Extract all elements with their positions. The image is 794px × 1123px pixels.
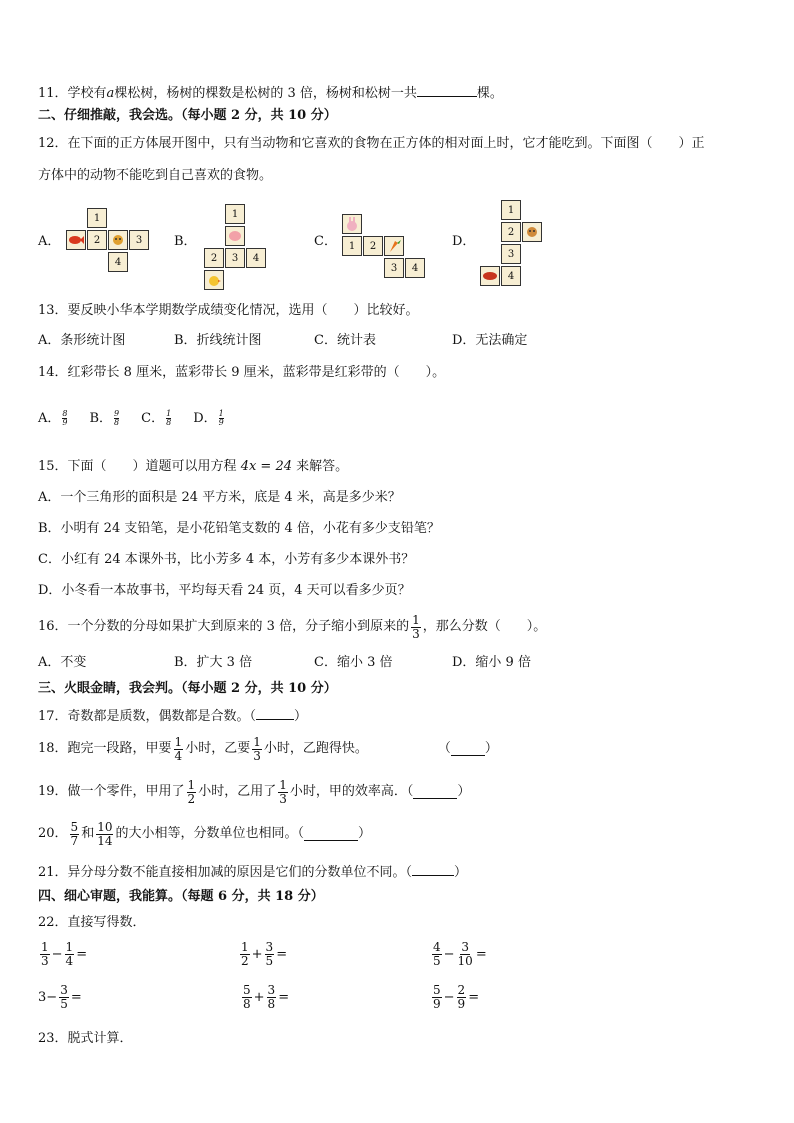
net-c-cell-3: 3 — [384, 258, 404, 278]
q14-option-a-label[interactable]: A． — [38, 410, 61, 426]
frac-den: 10 — [457, 954, 473, 968]
frac-num: 1 — [187, 777, 196, 792]
calc-4[interactable] — [38, 984, 82, 1011]
frac-den: 14 — [97, 833, 113, 848]
frac-num: 4 — [433, 940, 441, 954]
q16-stem — [38, 612, 546, 642]
frac-num: 1 — [41, 940, 49, 954]
frac-num: 3 — [267, 983, 276, 997]
q11-variable: a — [106, 86, 115, 101]
q22-title: 22．直接写得数． — [38, 915, 146, 930]
net-a-cell-4: 4 — [108, 252, 128, 272]
q11-text-tail: 棵。 — [476, 86, 503, 101]
frac-den: 8 — [267, 997, 276, 1011]
net-a-cell-3: 3 — [129, 230, 149, 250]
frac-den: 2 — [241, 954, 249, 968]
whole-number: 3 — [38, 990, 47, 1005]
operator: − — [443, 990, 455, 1005]
q14-option-d-label[interactable]: D． — [193, 410, 217, 426]
operator: − — [443, 947, 455, 962]
q20-close: ） — [358, 826, 372, 841]
q11-line — [38, 84, 503, 102]
q13-option-c[interactable]: C．统计表 — [314, 333, 376, 348]
net-b-cell-2: 2 — [204, 248, 224, 268]
frac-num: 5 — [70, 819, 79, 834]
q17-line — [38, 707, 307, 725]
dog-icon — [522, 222, 542, 242]
peach-icon — [225, 226, 245, 246]
meat-icon — [480, 266, 500, 286]
net-c-cell-4: 4 — [405, 258, 425, 278]
section-4-heading: 四、细心审题，我能算。（每题 6 分，共 18 分） — [38, 889, 324, 904]
q13-option-d[interactable]: D．无法确定 — [452, 333, 528, 348]
q14-option-b-frac[interactable] — [114, 410, 119, 427]
q13-stem: 13．要反映小华本学期数学成绩变化情况，选用（ ）比较好。 — [38, 303, 419, 318]
q14-options — [38, 410, 224, 427]
q16-text-post: ，那么分数（ ）。 — [422, 619, 547, 634]
frac-b — [457, 984, 467, 1011]
operator: + — [253, 990, 265, 1005]
section-3-heading: 三、火眼金睛，我会判。（每小题 2 分，共 10 分） — [38, 681, 337, 696]
q19-text-pre: 19．做一个零件，甲用了 — [38, 784, 185, 799]
q21-answer-blank[interactable] — [412, 863, 454, 876]
frac-den: 4 — [65, 954, 74, 968]
equals-sign: = — [70, 990, 82, 1005]
q12-option-a-label[interactable]: A． — [38, 234, 61, 249]
q17-text: 17．奇数都是质数，偶数都是合数。（ — [38, 709, 257, 724]
q13-option-a[interactable]: A．条形统计图 — [38, 333, 126, 348]
net-d-cell-4: 4 — [501, 266, 521, 286]
frac-b — [65, 941, 75, 968]
q17-close: ） — [294, 709, 308, 724]
rabbit-icon — [342, 214, 362, 234]
carrot-icon — [384, 236, 404, 256]
frac-num: 1 — [218, 409, 224, 418]
q19-fraction-1 — [187, 779, 197, 806]
frac-num: 2 — [457, 983, 466, 997]
frac-den: 9 — [218, 418, 224, 427]
q14-stem: 14．红彩带长 8 厘米，蓝彩带长 9 厘米，蓝彩带是红彩带的（ ）。 — [38, 365, 446, 380]
operator: − — [46, 990, 58, 1005]
q19-fraction-2 — [278, 779, 288, 806]
q18-fraction-2 — [252, 736, 262, 763]
q18-fraction-1 — [174, 736, 184, 763]
calc-6[interactable] — [430, 984, 479, 1011]
q16-option-c[interactable]: C．缩小 3 倍 — [314, 655, 393, 670]
net-a-cell-1: 1 — [87, 208, 107, 228]
q21-text: 21．异分母分数不能直接相加减的原因是它们的分数单位不同。（ — [38, 865, 413, 880]
frac-den: 8 — [243, 997, 251, 1011]
q15-option-a[interactable]: A．一个三角形的面积是 24 平方米，底是 4 米，高是多少米？ — [38, 490, 401, 505]
q18-answer-blank[interactable] — [451, 743, 485, 756]
frac-den: 9 — [433, 997, 441, 1011]
q19-text-mid: 小时，乙用了 — [198, 784, 277, 799]
frac-num: 3 — [60, 983, 68, 997]
q15-option-c[interactable]: C．小红有 24 本课外书，比小芳多 4 本，小芳有多少本课外书？ — [38, 552, 415, 567]
q14-option-c-label[interactable]: C． — [141, 410, 165, 426]
q14-option-d-frac[interactable] — [219, 410, 224, 427]
frac-b — [59, 984, 69, 1011]
q12-option-b-label[interactable]: B． — [174, 234, 197, 249]
frac-a — [432, 984, 442, 1011]
frac-b — [265, 941, 275, 968]
q16-option-b[interactable]: B．扩大 3 倍 — [174, 655, 253, 670]
q18-line — [38, 733, 498, 765]
frac-den: 5 — [433, 954, 441, 968]
frac-den: 2 — [187, 791, 196, 806]
equals-sign: = — [475, 947, 487, 962]
frac-a — [432, 941, 442, 968]
q15-equation: 4x = 24 — [240, 459, 292, 474]
net-b-cell-1: 1 — [225, 204, 245, 224]
net-c-cell-1: 1 — [342, 236, 362, 256]
frac-den: 7 — [70, 833, 79, 848]
q21-close: ） — [454, 865, 468, 880]
q15-stem — [38, 459, 348, 475]
calc-2[interactable] — [238, 941, 287, 968]
q14-option-c-frac[interactable] — [166, 410, 171, 427]
frac-den: 8 — [166, 418, 172, 427]
net-b-cell-3: 3 — [225, 248, 245, 268]
net-d-cell-2: 2 — [501, 222, 521, 242]
equals-sign: = — [276, 947, 288, 962]
fish-icon — [66, 230, 86, 250]
frac-den: 9 — [62, 418, 68, 427]
frac-den: 3 — [412, 626, 420, 641]
frac-num: 3 — [265, 940, 274, 954]
q19-answer-blank[interactable] — [413, 786, 457, 799]
frac-den: 3 — [253, 748, 261, 763]
q12-stem-line1: 12．在下面的正方体展开图中，只有当动物和它喜欢的食物在正方体的相对面上时，它才能吃到。下面图（ ）正 — [38, 136, 705, 151]
q20-fraction-2 — [96, 821, 113, 848]
calc-5[interactable] — [240, 984, 289, 1011]
frac-num: 1 — [174, 734, 183, 749]
operator: − — [51, 947, 63, 962]
q15-option-d[interactable]: D．小冬看一本故事书，平均每天看 24 页，4 天可以看多少页？ — [38, 583, 411, 598]
chick-icon — [204, 270, 224, 290]
q11-text-pre: 11．学校有 — [38, 86, 107, 101]
frac-num: 1 — [412, 612, 420, 627]
cat-icon — [108, 230, 128, 250]
q15-text-pre: 15．下面（ ）道题可以用方程 — [38, 459, 237, 474]
q20-text-pre: 20． — [38, 826, 68, 841]
frac-den: 5 — [265, 954, 274, 968]
q16-option-a[interactable]: A．不变 — [38, 655, 87, 670]
q16-fraction — [411, 614, 421, 641]
calc-3[interactable] — [430, 941, 487, 968]
frac-num: 3 — [461, 940, 469, 954]
frac-b — [457, 941, 474, 968]
q18-text-mid: 小时，乙要 — [185, 741, 251, 756]
q16-option-d[interactable]: D．缩小 9 倍 — [452, 655, 531, 670]
q18-close: ） — [484, 741, 498, 756]
q17-answer-blank[interactable] — [256, 707, 294, 720]
net-d-cell-1: 1 — [501, 200, 521, 220]
net-a-cell-2: 2 — [87, 230, 107, 250]
q14-option-a-frac[interactable] — [62, 410, 67, 427]
frac-num: 9 — [114, 409, 120, 418]
frac-num: 10 — [97, 819, 113, 834]
equals-sign: = — [278, 990, 290, 1005]
q20-fraction-1 — [70, 821, 80, 848]
q20-answer-blank[interactable] — [304, 828, 358, 841]
q19-text-post: 小时，甲的效率高．（ — [289, 784, 414, 799]
q13-option-b[interactable]: B．折线统计图 — [174, 333, 262, 348]
frac-num: 1 — [166, 409, 172, 418]
frac-num: 1 — [279, 777, 287, 792]
frac-den: 9 — [457, 997, 466, 1011]
section-2-heading: 二、仔细推敲，我会选。（每小题 2 分，共 10 分） — [38, 108, 337, 123]
q12-stem-line2: 方体中的动物不能吃到自己喜欢的食物。 — [38, 168, 273, 183]
q21-line — [38, 863, 467, 881]
frac-a — [40, 941, 50, 968]
frac-den: 3 — [279, 791, 287, 806]
q20-text-mid: 和 — [81, 826, 95, 841]
equals-sign: = — [468, 990, 480, 1005]
q19-line — [38, 776, 470, 808]
calc-1[interactable] — [38, 941, 87, 968]
q15-option-b[interactable]: B．小明有 24 支铅笔，是小花铅笔支数的 4 倍，小花有多少支铅笔？ — [38, 521, 440, 536]
q23-title: 23．脱式计算． — [38, 1031, 133, 1046]
frac-den: 5 — [60, 997, 68, 1011]
q18-text-post: 小时，乙跑得快。 — [263, 741, 368, 756]
frac-a — [240, 941, 250, 968]
frac-num: 5 — [433, 983, 441, 997]
q15-text-post: 来解答。 — [296, 459, 349, 474]
q11-text-post: 棵松树，杨树的棵数是松树的 3 倍，杨树和松树一共 — [114, 86, 417, 101]
net-b-cell-4: 4 — [246, 248, 266, 268]
frac-num: 1 — [253, 734, 261, 749]
q11-answer-blank[interactable] — [417, 84, 477, 97]
frac-num: 1 — [65, 940, 74, 954]
equals-sign: = — [76, 947, 88, 962]
net-d-cell-3: 3 — [501, 244, 521, 264]
frac-num: 1 — [241, 940, 249, 954]
frac-b — [267, 984, 277, 1011]
q14-option-b-label[interactable]: B． — [89, 410, 113, 426]
q19-close: ） — [457, 784, 471, 799]
frac-den: 4 — [174, 748, 183, 763]
q12-option-c-label[interactable]: C． — [314, 234, 337, 249]
q12-option-d-label[interactable]: D． — [452, 234, 476, 249]
q20-line — [38, 818, 371, 850]
q20-text-post: 的大小相等，分数单位也相同。（ — [115, 826, 304, 841]
q18-text-pre: 18．跑完一段路，甲要 — [38, 741, 172, 756]
frac-a — [242, 984, 252, 1011]
frac-num: 5 — [243, 983, 251, 997]
frac-den: 8 — [114, 418, 120, 427]
q16-text-pre: 16．一个分数的分母如果扩大到原来的 3 倍，分子缩小到原来的 — [38, 619, 410, 634]
q18-open: （ — [437, 741, 451, 756]
frac-num: 8 — [62, 409, 68, 418]
net-c-cell-2: 2 — [363, 236, 383, 256]
frac-den: 3 — [41, 954, 49, 968]
operator: + — [251, 947, 263, 962]
